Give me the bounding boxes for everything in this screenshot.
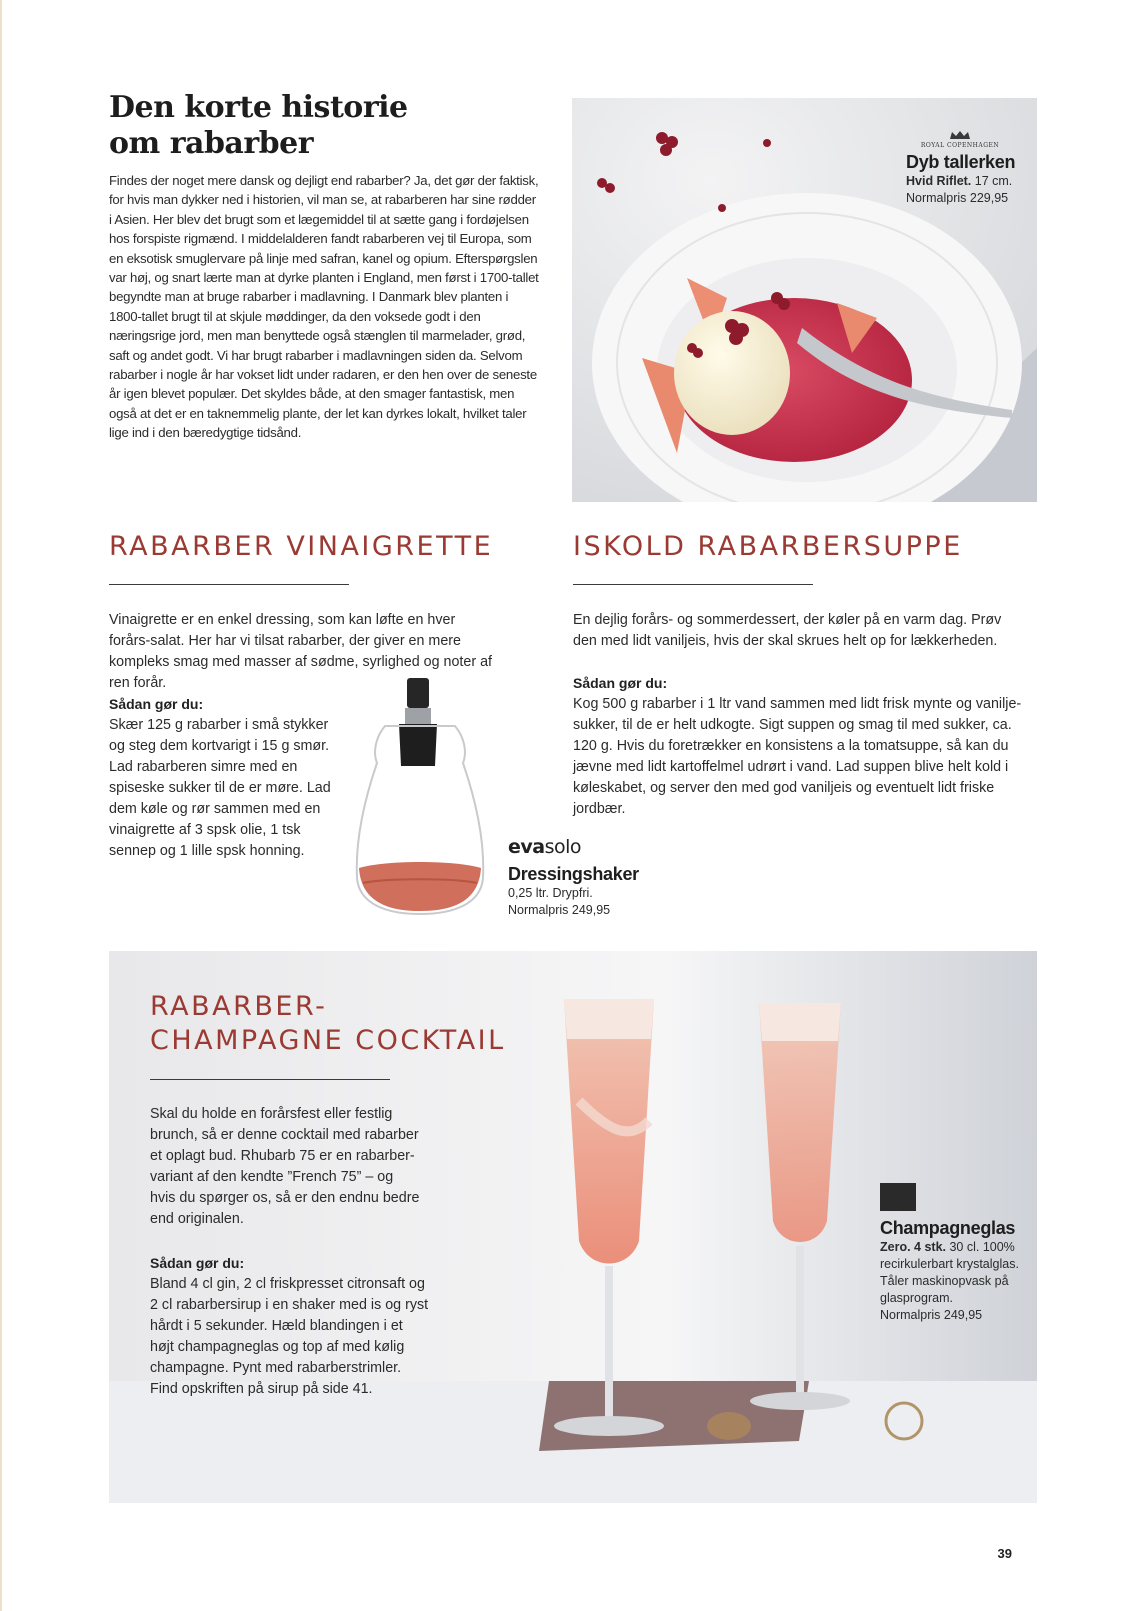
vinaigrette-steps: Skær 125 g rabarber i små stykker og steg dem kortvarigt i 15 g smør. Lad rabarberen simre med en spiseske sukker til de er møre. Lad dem køle og rør sammen med en vinaigrette af 3 spsk olie, 1 tsk sennep og 1 lille spsk honning. (109, 717, 331, 859)
shaker-product-desc: 0,25 ltr. Drypfri. (508, 886, 593, 900)
glass-product-desc-bold: Zero. 4 stk. (880, 1240, 946, 1254)
brand-logo-icon (880, 1183, 916, 1211)
vinaigrette-title: RABARBER VINAIGRETTE (109, 531, 494, 562)
glass-product-desc-rest: 30 cl. 100% recirkulerbart krystalglas. Tåler maskinopvask på glasprogram. (880, 1240, 1019, 1305)
history-title-line1: Den korte historie (109, 90, 408, 125)
royal-copenhagen-brand: ROYAL COPENHAGEN (920, 142, 1000, 149)
cocktail-steps: Bland 4 cl gin, 2 cl friskpresset citronsaft og 2 cl rabarbersirup i en shaker med is og ryst hårdt i 5 sekunder. Hæld blandingen i et højt champagneglas og top af med kølig champagne. Pynt med rabarberstrimler. Find opskriften på sirup på side 41. (150, 1276, 429, 1397)
glass-product-label (880, 1218, 1020, 1324)
page-edge (0, 0, 2, 1611)
eva-solo-logo-part2: solo (544, 836, 582, 858)
history-title-line2: om rabarber (109, 126, 314, 161)
cocktail-how-label: Sådan gør du: (150, 1255, 245, 1271)
soup-intro: En dejlig forårs- og sommerdessert, der køler på en varm dag. Prøv den med lidt vaniljeis, hvis der skal skrues helt op for lækkerheden. (573, 612, 1002, 649)
cocktail-title-line1: RABARBER- (150, 991, 328, 1022)
soup-steps: Kog 500 g rabarber i 1 ltr vand sammen med lidt frisk mynte og vanilje-sukker, til de er helt udkogte. Sigt suppen og smag til med sukker, ca. 120 g. Hvis du foretrækker en konsistens a la tomatsuppe, så kan du jævne med lidt kartoffelmel udrørt i vand. Lad suppen blive helt kold i køleskabet, og server den med god vaniljeis og eventuelt lidt friske jordbær. (573, 696, 1022, 817)
page-number: 39 (997, 1546, 1012, 1561)
plate-product-name: Dyb tallerken (906, 152, 1016, 172)
cocktail-title-line2: CHAMPAGNE COCKTAIL (150, 1025, 506, 1056)
soup-how-label: Sådan gør du: (573, 675, 668, 691)
glass-product-desc (880, 1239, 1020, 1307)
cocktail-title (150, 990, 550, 1058)
glass-product-name: Champagneglas (880, 1218, 1016, 1238)
glass-product-price: Normalpris 249,95 (880, 1308, 983, 1322)
shaker-product-price: Normalpris 249,95 (508, 903, 611, 917)
royal-copenhagen-logo (900, 130, 1020, 149)
soup-title: ISKOLD RABARBERSUPPE (573, 531, 963, 562)
eva-solo-logo (508, 836, 658, 858)
crown-icon (948, 130, 972, 140)
shaker-product-label (508, 836, 658, 919)
eva-solo-logo-part1: eva (508, 836, 545, 858)
plate-product-label (906, 152, 1036, 207)
plate-product-desc-bold: Hvid Riflet. (906, 174, 972, 188)
plate-product-desc (906, 173, 1036, 190)
dressing-shaker-photo (355, 678, 485, 916)
vinaigrette-rule (109, 584, 349, 585)
history-title (109, 90, 549, 162)
plate-product-price: Normalpris 229,95 (906, 191, 1009, 205)
vinaigrette-intro: Vinaigrette er en enkel dressing, som kan løfte en hver forårs-salat. Her har vi tilsat rabarber, der giver en mere kompleks smag med masser af sødme, syrlighed og noter af ren forår. (109, 612, 492, 691)
vinaigrette-how-label: Sådan gør du: (109, 696, 204, 712)
history-body: Findes der noget mere dansk og dejligt end rabarber? Ja, det gør der faktisk, for hvis man dykker ned i historien, vil man se, at rabarberen har sine rødder i Asien. Her blev det brugt som et lægemiddel til at sætte gang i fordøjelsen hos forspiste rigmænd. I middelalderen fandt rabarberen vej til Europa, som en eksotisk smuglervare på linje med safran, kanel og opium. Efterspørgslen var høj, og snart lærte man at dyrke planten i England, men først i 1700-tallet begyndte man at bruge rabarber i madlavning. I Danmark blev planten i 1800-tallet brugt til at skjule møddinger, da den voksede godt i den næringsrige jord, men man benyttede også stænglen til marmelader, grød, saft og andet godt. Vi har brugt rabarber i madlavningen siden da. Selvom rabarber i nogle år har vokset lidt under radaren, er den hen over de seneste år igen blevet populær. Det skyldes både, at den smager fantastisk, men også at det er en taknemmelig plante, der let kan dyrkes lokalt, hvilket taler lige ind i den bæredygtige tidsånd. (109, 173, 539, 441)
cocktail-intro: Skal du holde en forårsfest eller festlig brunch, så er denne cocktail med rabarber et oplagt bud. Rhubarb 75 er en rabarber-variant af den kendte ”French 75” – og hvis du spørger os, så er den endnu bedre end originalen. (150, 1106, 420, 1227)
shaker-product-name: Dressingshaker (508, 864, 639, 884)
soup-rule (573, 584, 813, 585)
cocktail-rule (150, 1079, 390, 1080)
plate-product-desc-rest: 17 cm. (971, 174, 1013, 188)
